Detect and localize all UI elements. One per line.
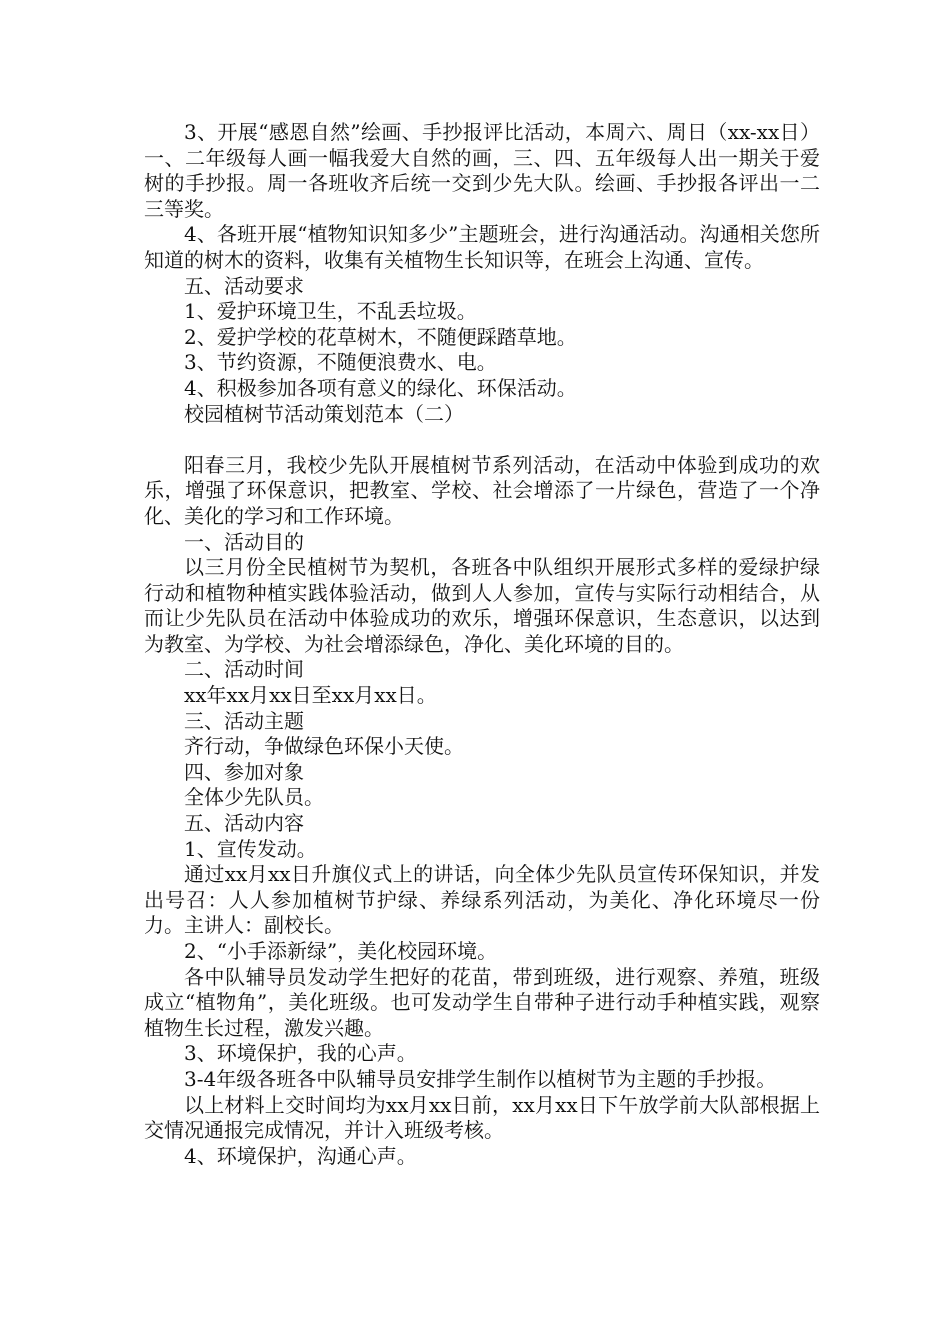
list-item: 3、节约资源，不随便浪费水、电。 <box>184 350 497 375</box>
paragraph: 阳春三月，我校少先队开展植树节系列活动，在活动中体验到成功的欢乐，增强了环保意识，把教室、学校、社会增添了一片绿色，营造了一个净化、美化的学习和工作环境。 <box>144 452 820 528</box>
list-item: 1、宣传发动。 <box>184 836 317 861</box>
list-item: 3、环境保护，我的心声。 <box>184 1041 417 1066</box>
paragraph: 全体少先队员。 <box>184 785 324 810</box>
list-item: 4、环境保护，沟通心声。 <box>184 1143 417 1168</box>
blank-line <box>144 427 820 453</box>
paragraph: 以三月份全民植树节为契机，各班各中队组织开展形式多样的爱绿护绿行动和植物种植实践体验活动，做到人人参加，宣传与实际行动相结合，从而让少先队员在活动中体验成功的欢乐，增强环保意识，生态意识，以达到为教室、为学校、为社会增添绿色，净化、美化环境的目的。 <box>144 555 820 656</box>
list-item: 2、“小手添新绿”，美化校园环境。 <box>184 939 498 963</box>
paragraph: 以上材料上交时间均为xx月xx日前，xx月xx日下午放学前大队部根据上交情况通报完成情况，并计入班级考核。 <box>144 1092 820 1143</box>
document-subtitle: 校园植树节活动策划范本（二） <box>184 401 464 426</box>
list-item: 4、积极参加各项有意义的绿化、环保活动。 <box>184 375 577 400</box>
section-heading: 四、参加对象 <box>184 759 304 784</box>
section-heading: 三、活动主题 <box>184 708 304 733</box>
section-heading: 二、活动时间 <box>184 657 304 682</box>
paragraph: 3-4年级各班各中队辅导员安排学生制作以植树节为主题的手抄报。 <box>184 1066 777 1091</box>
section-heading: 五、活动要求 <box>184 273 304 298</box>
paragraph: 通过xx月xx日升旗仪式上的讲话，向全体少先队员宣传环保知识，并发出号召：人人参加植树节护绿、养绿系列活动，为美化、净化环境尽一份力。主讲人：副校长。 <box>144 862 820 938</box>
paragraph: 齐行动，争做绿色环保小天使。 <box>184 734 464 759</box>
list-item: 1、爱护环境卫生，不乱丢垃圾。 <box>184 299 477 324</box>
paragraph: 3、开展“感恩自然”绘画、手抄报评比活动，本周六、周日（xx-xx日）一、二年级每人画一幅我爱大自然的画，三、四、五年级每人出一期关于爱树的手抄报。周一各班收齐后统一交到少先大队。绘画、手抄报各评出一二三等奖。 <box>144 120 820 221</box>
paragraph: xx年xx月xx日至xx月xx日。 <box>184 683 437 708</box>
list-item: 2、爱护学校的花草树木，不随便踩踏草地。 <box>184 324 577 349</box>
document-body <box>144 120 820 1169</box>
paragraph: 4、各班开展“植物知识知多少”主题班会，进行沟通活动。沟通相关您所知道的树木的资料，收集有关植物生长知识等，在班会上沟通、宣传。 <box>144 222 820 272</box>
section-heading: 五、活动内容 <box>184 811 304 836</box>
paragraph: 各中队辅导员发动学生把好的花苗，带到班级，进行观察、养殖，班级成立“植物角”，美化班级。也可发动学生自带种子进行动手种植实践，观察植物生长过程，激发兴趣。 <box>144 964 820 1040</box>
section-heading: 一、活动目的 <box>184 529 304 554</box>
